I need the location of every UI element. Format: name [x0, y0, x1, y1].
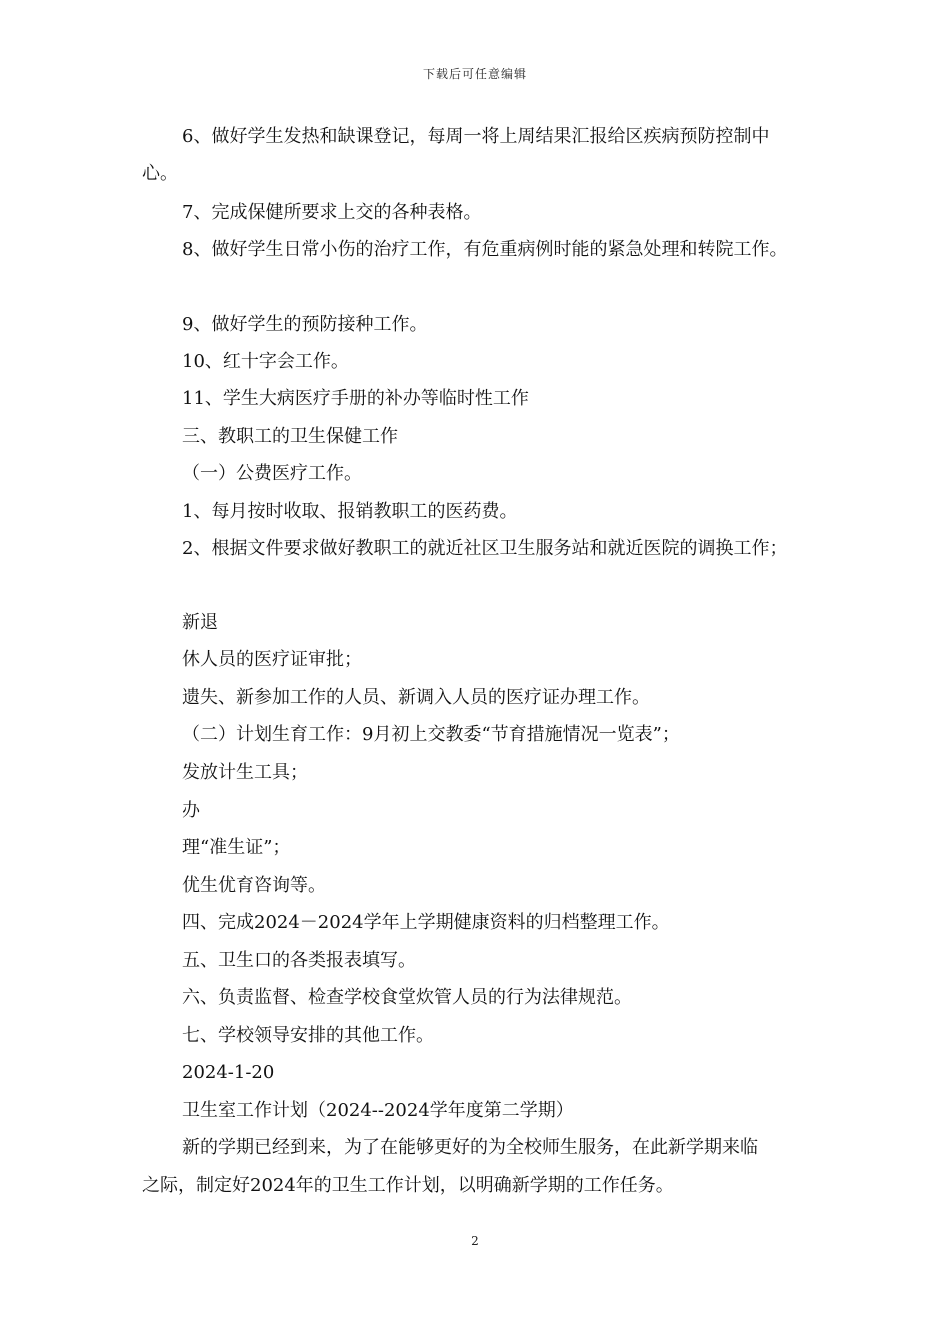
paragraph-line: 遗失、新参加工作的人员、新调入人员的医疗证办理工作。 [182, 687, 650, 708]
paragraph-line: 1、每月按时收取、报销教职工的医药费。 [182, 501, 518, 522]
page-number: 2 [471, 1234, 479, 1248]
paragraph-line: 办 [182, 800, 200, 821]
paragraph-line: 优生优育咨询等。 [182, 875, 326, 896]
paragraph-line: 9、做好学生的预防接种工作。 [182, 314, 428, 335]
paragraph-line: 新退 [182, 612, 218, 633]
paragraph-line: 发放计生工具； [182, 762, 308, 783]
paragraph-line: 6、做好学生发热和缺课登记，每周一将上周结果汇报给区疾病预防控制中 [182, 126, 770, 147]
paragraph-line: 理“准生证”； [182, 837, 291, 858]
page-header: 下载后可任意编辑 [422, 67, 527, 81]
section-heading: 三、教职工的卫生保健工作 [182, 426, 398, 447]
date-line: 2024-1-20 [182, 1062, 275, 1083]
section-heading: 六、负责监督、检查学校食堂炊管人员的行为法律规范。 [182, 987, 632, 1008]
paragraph-line: 10、红十字会工作。 [182, 351, 349, 372]
paragraph-line: （二）计划生育工作：9月初上交教委“节育措施情况一览表”； [182, 724, 680, 745]
section-heading: 四、完成2024－2024学年上学期健康资料的归档整理工作。 [182, 912, 670, 933]
paragraph-line: 休人员的医疗证审批； [182, 649, 362, 670]
paragraph-line: 心。 [142, 163, 178, 184]
document-title: 卫生室工作计划（2024--2024学年度第二学期） [182, 1100, 574, 1121]
paragraph-line: 2、根据文件要求做好教职工的就近社区卫生服务站和就近医院的调换工作； [182, 538, 788, 559]
paragraph-line: 新的学期已经到来，为了在能够更好的为全校师生服务，在此新学期来临 [182, 1137, 758, 1158]
section-heading: 五、卫生口的各类报表填写。 [182, 950, 416, 971]
paragraph-line: 11、学生大病医疗手册的补办等临时性工作 [182, 388, 529, 409]
paragraph-line: 8、做好学生日常小伤的治疗工作，有危重病例时能的紧急处理和转院工作。 [182, 239, 788, 260]
paragraph-line: 之际，制定好2024年的卫生工作计划，以明确新学期的工作任务。 [142, 1175, 674, 1196]
paragraph-line: （一）公费医疗工作。 [182, 463, 362, 484]
section-heading: 七、学校领导安排的其他工作。 [182, 1025, 434, 1046]
paragraph-line: 7、完成保健所要求上交的各种表格。 [182, 202, 482, 223]
